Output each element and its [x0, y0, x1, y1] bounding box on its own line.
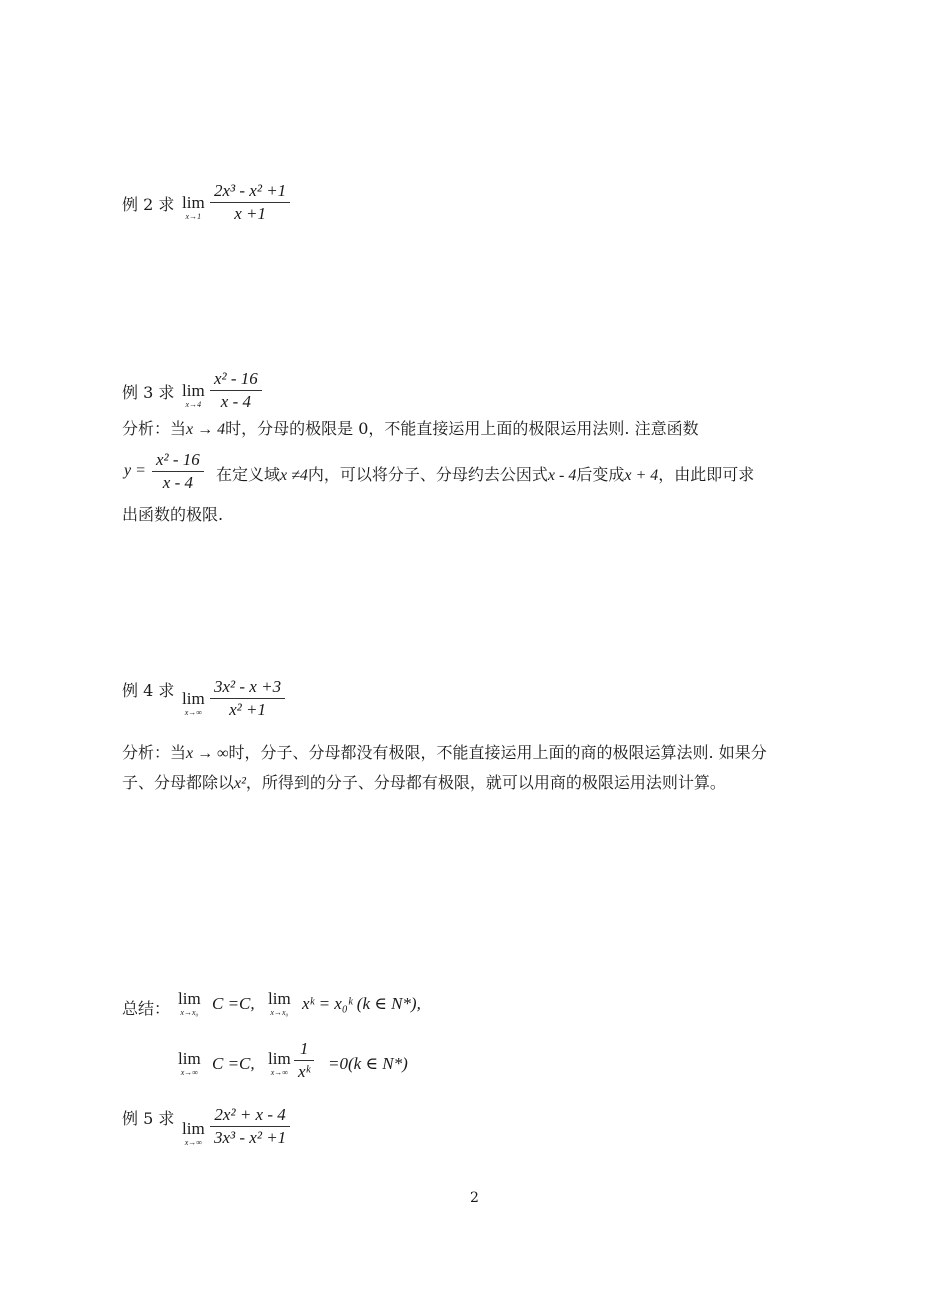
numerator: x² - 16 — [214, 369, 258, 388]
analysis-text: ，所得到的分子、分母都有极限，就可以用商的极限运用法则计算。 — [245, 773, 726, 792]
summary-limit-2 — [268, 990, 291, 1018]
example-4-limit — [182, 690, 205, 718]
numerator: 3x² - x +3 — [214, 677, 282, 696]
summary-limit-3 — [178, 1050, 201, 1078]
factor-expression: x - 4 — [547, 467, 577, 484]
analysis-text: 时，分母的极限是 0，不能直接运用上面的极限运用法则. 注意函数 — [225, 419, 699, 438]
limit-condition: x → ∞ — [186, 745, 229, 762]
lim-word: lim — [268, 1049, 291, 1068]
lim-word: lim — [182, 689, 205, 708]
example-3-analysis-line-1 — [122, 416, 699, 439]
example-2-fraction — [210, 180, 290, 225]
lim-subscript: x→4 — [185, 400, 202, 409]
denominator: x - 4 — [152, 471, 204, 494]
example-4-analysis-line-2 — [122, 770, 726, 793]
example-3-label: 例 3 求 — [122, 383, 175, 402]
example-3-analysis-line-3: 出函数的极限. — [122, 505, 224, 524]
limit-condition: x → 4 — [186, 421, 226, 438]
page-number: 2 — [470, 1190, 479, 1206]
lim-word: lim — [268, 989, 291, 1008]
denominator: x² +1 — [210, 698, 285, 721]
lim-word: lim — [178, 989, 201, 1008]
example-2-label: 例 2 求 — [122, 195, 175, 214]
analysis-text: 分析：当 — [122, 743, 187, 762]
summary-expression-3: C =C, — [212, 1054, 255, 1073]
denominator: x - 4 — [210, 390, 262, 413]
summary-expression-4: =0(k ∈ N*) — [328, 1054, 408, 1073]
example-3-analysis-line-2 — [216, 462, 754, 485]
numerator: 1 — [299, 1039, 309, 1058]
lim-subscript: x→x₀ — [270, 1008, 289, 1017]
lim-subscript: x→∞ — [184, 1138, 202, 1147]
lim-word: lim — [182, 1119, 205, 1138]
domain-expression: x ≠4 — [280, 467, 308, 484]
lim-subscript: x→∞ — [180, 1068, 198, 1077]
denominator: x +1 — [210, 202, 290, 225]
divisor-expression: x² — [234, 775, 246, 792]
analysis-text: 内，可以将分子、分母约去公因式 — [307, 465, 548, 484]
lim-subscript: x→x₀ — [180, 1008, 199, 1017]
example-5-limit — [182, 1120, 205, 1148]
lim-subscript: x→∞ — [270, 1068, 288, 1077]
lim-subscript: x→1 — [185, 212, 202, 221]
analysis-text: 后变成 — [576, 465, 625, 484]
result-expression: x + 4 — [624, 467, 659, 484]
example-5-label: 例 5 求 — [122, 1109, 175, 1128]
numerator: 2x³ - x² +1 — [214, 181, 287, 200]
denominator: 3x³ - x² +1 — [210, 1126, 290, 1149]
lim-word: lim — [182, 381, 205, 400]
function-fraction — [152, 449, 204, 494]
summary-fraction — [294, 1038, 314, 1083]
analysis-text: 时，分子、分母都没有极限，不能直接运用上面的商的极限运算法则. 如果分 — [228, 743, 767, 762]
analysis-text: 分析：当 — [122, 419, 187, 438]
summary-limit-4 — [268, 1050, 291, 1078]
example-3-limit — [182, 382, 205, 410]
example-4-fraction — [210, 676, 285, 721]
lim-word: lim — [182, 193, 205, 212]
example-3-fraction — [210, 368, 262, 413]
example-5-fraction — [210, 1104, 290, 1149]
lim-subscript: x→∞ — [184, 708, 202, 717]
example-4-label: 例 4 求 — [122, 681, 175, 700]
summary-expression-1: C =C, — [212, 994, 255, 1013]
example-2-limit — [182, 194, 205, 222]
analysis-text: 在定义域 — [216, 465, 281, 484]
analysis-text: ，由此即可求 — [658, 465, 755, 484]
analysis-text: 子、分母都除以 — [122, 773, 235, 792]
numerator: 2x² + x - 4 — [214, 1105, 286, 1124]
summary-limit-1 — [178, 990, 201, 1018]
function-y: y = — [124, 462, 146, 479]
summary-expression-2: xᵏ = x₀ᵏ (k ∈ N*), — [302, 994, 421, 1013]
denominator: xᵏ — [294, 1060, 314, 1083]
numerator: x² - 16 — [156, 450, 200, 469]
summary-label: 总结： — [122, 999, 171, 1018]
lim-word: lim — [178, 1049, 201, 1068]
example-4-analysis-line-1 — [122, 740, 767, 763]
